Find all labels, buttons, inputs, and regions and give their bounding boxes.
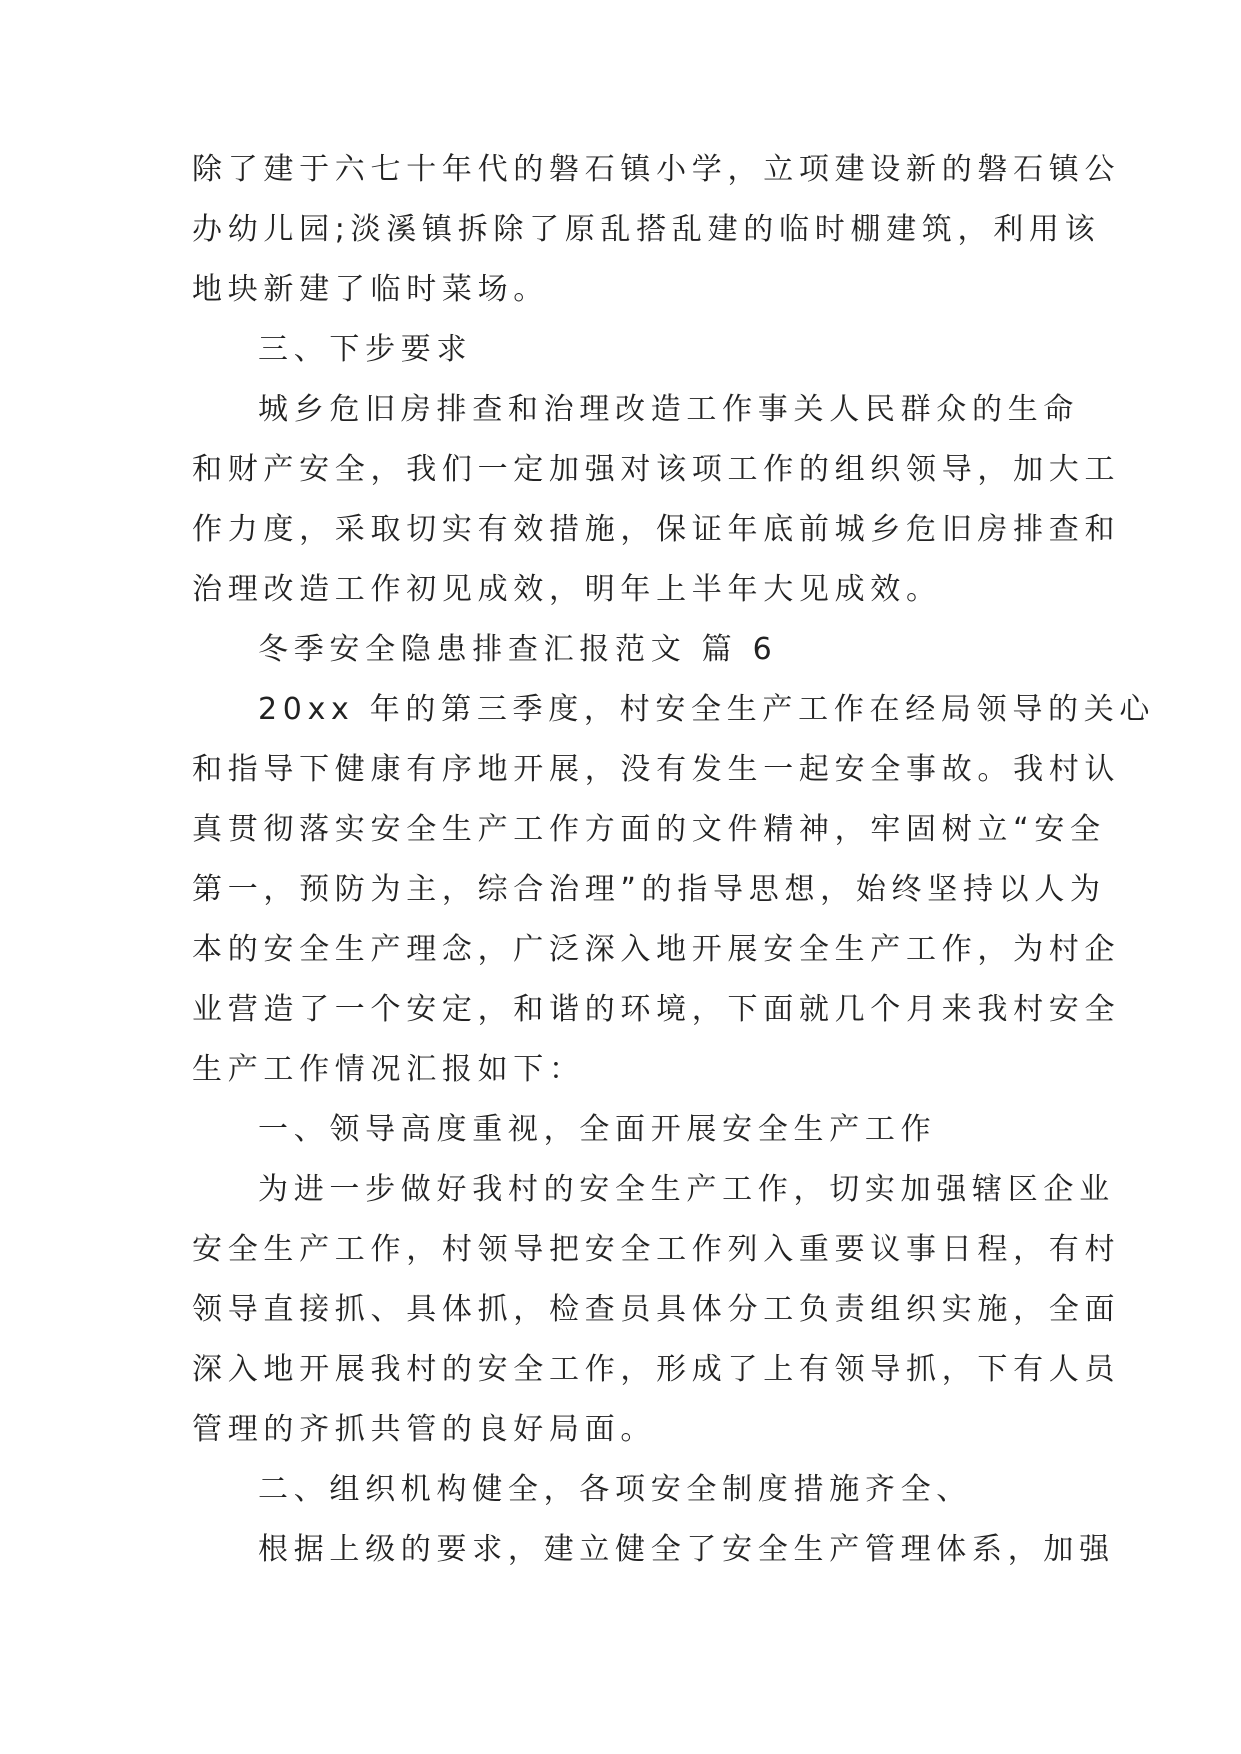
body-text-line: 第一，预防为主，综合治理”的指导思想，始终坚持以人为 <box>192 872 1106 907</box>
body-text-line: 地块新建了临时菜场。 <box>192 272 549 307</box>
body-text-line: 生产工作情况汇报如下： <box>192 1052 585 1087</box>
body-text-line: 业营造了一个安定，和谐的环境，下面就几个月来我村安全 <box>192 992 1121 1027</box>
paragraph-first-line: 根据上级的要求，建立健全了安全生产管理体系，加强 <box>258 1532 1115 1567</box>
section-heading: 三、下步要求 <box>258 332 473 367</box>
body-text-line: 作力度，采取切实有效措施，保证年底前城乡危旧房排查和 <box>192 512 1121 547</box>
body-text-line: 真贯彻落实安全生产工作方面的文件精神，牢固树立“安全 <box>192 812 1106 847</box>
paragraph-first-line: 为进一步做好我村的安全生产工作，切实加强辖区企业 <box>258 1172 1115 1207</box>
body-text-line: 管理的齐抓共管的良好局面。 <box>192 1412 657 1447</box>
body-text-line: 和指导下健康有序地开展，没有发生一起安全事故。我村认 <box>192 752 1121 787</box>
body-text-line: 安全生产工作，村领导把安全工作列入重要议事日程，有村 <box>192 1232 1121 1267</box>
section-heading: 一、领导高度重视，全面开展安全生产工作 <box>258 1112 937 1147</box>
article-title: 冬季安全隐患排查汇报范文 篇 6 <box>258 632 778 667</box>
body-text-line: 除了建于六七十年代的磐石镇小学，立项建设新的磐石镇公 <box>192 152 1121 187</box>
body-text-line: 和财产安全，我们一定加强对该项工作的组织领导，加大工 <box>192 452 1121 487</box>
body-text-line: 深入地开展我村的安全工作，形成了上有领导抓，下有人员 <box>192 1352 1121 1387</box>
body-text-line: 办幼儿园;淡溪镇拆除了原乱搭乱建的临时棚建筑，利用该 <box>192 212 1101 247</box>
paragraph-first-line: 城乡危旧房排查和治理改造工作事关人民群众的生命 <box>258 392 1080 427</box>
body-text-line: 本的安全生产理念，广泛深入地开展安全生产工作，为村企 <box>192 932 1121 967</box>
document-page <box>192 140 1156 1580</box>
section-heading: 二、组织机构健全，各项安全制度措施齐全、 <box>258 1472 972 1507</box>
body-text-line: 领导直接抓、具体抓，检查员具体分工负责组织实施，全面 <box>192 1292 1121 1327</box>
paragraph-first-line: 20xx 年的第三季度，村安全生产工作在经局领导的关心 <box>258 692 1156 727</box>
body-text-line: 治理改造工作初见成效，明年上半年大见成效。 <box>192 572 942 607</box>
